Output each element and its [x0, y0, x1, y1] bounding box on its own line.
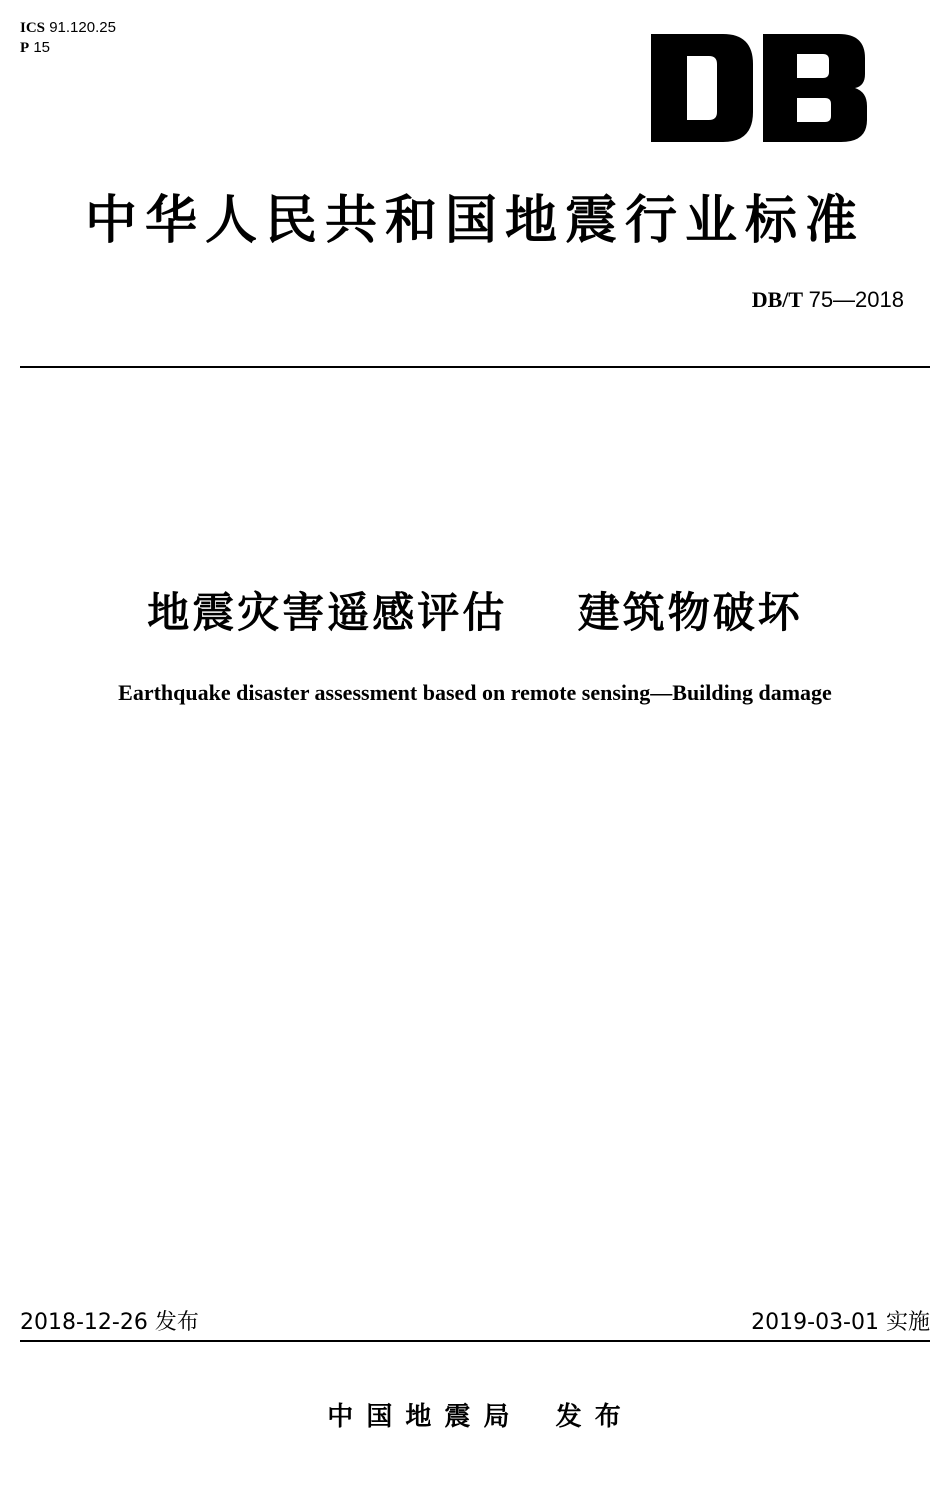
chinese-title: 地震灾害遥感评估 建筑物破坏	[147, 588, 803, 637]
db-logo	[651, 34, 867, 142]
main-title: 中华人民共和国地震行业标准	[84, 191, 865, 251]
ics-code: 91.120.25	[49, 19, 116, 36]
standard-number-prefix: DB/T	[751, 287, 804, 312]
ccs-code: 15	[33, 39, 51, 56]
issue-date: 2018-12-26 发布	[20, 1310, 199, 1335]
ccs-line	[20, 38, 116, 58]
standard-number-value: 75—2018	[808, 287, 904, 312]
bottom-divider	[20, 1340, 930, 1342]
top-divider	[20, 366, 930, 368]
standard-number	[752, 287, 904, 313]
ics-line	[20, 18, 116, 38]
ics-label: ICS	[20, 20, 46, 36]
issuer: 中 国 地 震 局 发 布	[327, 1402, 623, 1432]
ccs-label: P	[20, 40, 30, 56]
classification-codes	[20, 18, 116, 58]
english-title: Earthquake disaster assessment based on remote sensing—Building damage	[118, 680, 832, 705]
implementation-date: 2019-03-01 实施	[751, 1310, 930, 1335]
